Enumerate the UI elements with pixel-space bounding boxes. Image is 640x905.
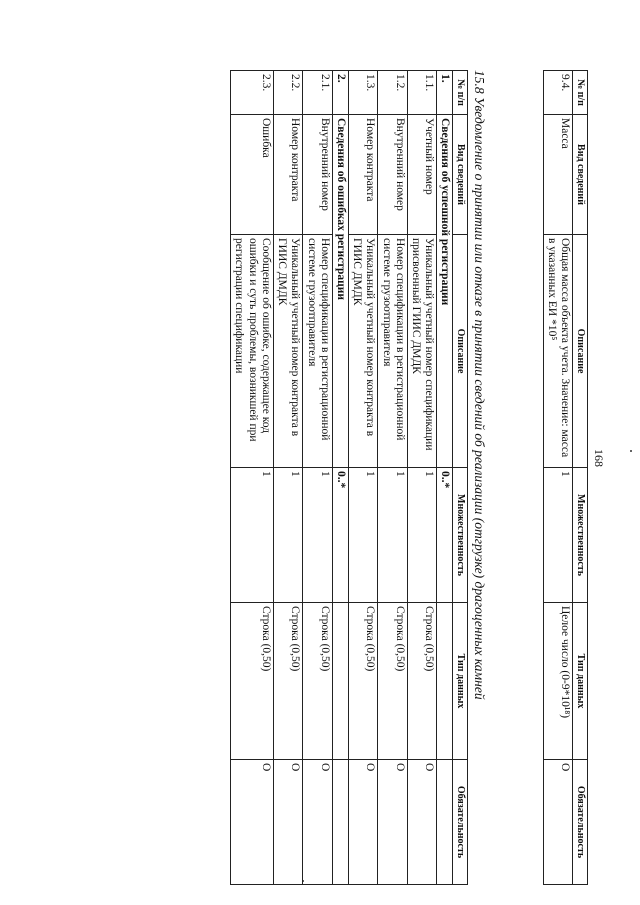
table-header-row: [453, 71, 468, 885]
table-body: [231, 71, 453, 885]
table-cell: 0..*: [437, 468, 453, 603]
table-cell: Уникальный учетный номер контракта в ГИИС ДМДК: [273, 235, 302, 468]
header-cell: Вид сведений: [573, 115, 588, 235]
table-caption: 15.8 Уведомление о принятии или отказе в принятии сведений об реализации (отгрузке) драгоценных камней: [472, 70, 487, 700]
table-notification: [230, 70, 468, 885]
table-row: [378, 71, 407, 885]
header-cell: Обязательность: [573, 760, 588, 885]
table-cell: Сообщение об ошибке, содержащее код ошибки и суть проблемы, возникшей при регистрации спецификации: [231, 235, 274, 468]
table-cell: Строка (0,50): [303, 603, 332, 760]
table-cell: Строка (0,50): [407, 603, 436, 760]
table-row: [348, 71, 377, 885]
table-cell: Учетный номер: [407, 115, 436, 235]
table-cell: [437, 603, 453, 760]
section-row: [332, 71, 348, 885]
table-cell: 1: [303, 468, 332, 603]
table-cell: Общая масса объекта учета. Значение: масса в указанных ЕИ *10⁵: [544, 235, 573, 468]
header-cell: № п/п: [573, 71, 588, 115]
table-cell: 2.: [332, 71, 348, 115]
table-cell: О: [273, 760, 302, 885]
table-cell: 1: [544, 468, 573, 603]
table-cell: Строка (0,50): [378, 603, 407, 760]
table-cell: [437, 760, 453, 885]
table-cell: 2.2.: [273, 71, 302, 115]
section-row: [437, 71, 453, 885]
table-row: [544, 71, 573, 885]
table-cell: Строка (0,50): [348, 603, 377, 760]
header-cell: Вид сведений: [453, 115, 468, 235]
header-cell: Множественность: [453, 468, 468, 603]
table-cell: Строка (0,50): [231, 603, 274, 760]
table-cell: О: [544, 760, 573, 885]
header-cell: Тип данных: [573, 603, 588, 760]
table-row: [273, 71, 302, 885]
header-cell: Множественность: [573, 468, 588, 603]
table-cell: О: [348, 760, 377, 885]
table-cell: 1.3.: [348, 71, 377, 115]
table-cell: Внутренний номер: [378, 115, 407, 235]
table-cell: Номер спецификации в регистрационной системе грузоотправителя: [378, 235, 407, 468]
table-cell: 1: [378, 468, 407, 603]
section-title: Сведения об успешной регистрации: [437, 115, 453, 468]
header-cell: Описание: [453, 235, 468, 468]
table-cell: 1: [407, 468, 436, 603]
table-cell: 1.1.: [407, 71, 436, 115]
table-cell: Внутренний номер: [303, 115, 332, 235]
table-header-row: [573, 71, 588, 885]
table-cell: Уникальный учетный номер спецификации присвоенный ГИИС ДМДК: [407, 235, 436, 468]
header-cell: № п/п: [453, 71, 468, 115]
table-cell: О: [378, 760, 407, 885]
table-cell: Ошибка: [231, 115, 274, 235]
header-cell: Тип данных: [453, 603, 468, 760]
table-mass: [543, 70, 588, 885]
header-cell: Обязательность: [453, 760, 468, 885]
table-cell: О: [303, 760, 332, 885]
table-cell: 1.2.: [378, 71, 407, 115]
page-number: 168: [592, 449, 606, 467]
section-title: Сведения об ошибках регистрации: [332, 115, 348, 468]
table-row: [231, 71, 274, 885]
table-cell: О: [231, 760, 274, 885]
table-cell: 1: [231, 468, 274, 603]
table-cell: Масса: [544, 115, 573, 235]
table-cell: Уникальный учетный номер контракта в ГИИС ДМДК: [348, 235, 377, 468]
table-cell: Целое число (0-9*10¹⁸): [544, 603, 573, 760]
table-row: [303, 71, 332, 885]
scan-speck: [630, 450, 632, 452]
table-cell: 1.: [437, 71, 453, 115]
header-cell: Описание: [573, 235, 588, 468]
table-cell: [332, 603, 348, 760]
table-cell: О: [407, 760, 436, 885]
table-cell: 1: [348, 468, 377, 603]
table-cell: 2.1.: [303, 71, 332, 115]
table-cell: Номер контракта: [348, 115, 377, 235]
table-cell: Номер спецификации в регистрационной системе грузоотправителя: [303, 235, 332, 468]
table-cell: 1: [273, 468, 302, 603]
table-cell: 2.3.: [231, 71, 274, 115]
table-cell: Строка (0,50): [273, 603, 302, 760]
table-cell: 9.4.: [544, 71, 573, 115]
table-cell: Номер контракта: [273, 115, 302, 235]
table-cell: [332, 760, 348, 885]
table-cell: 0..*: [332, 468, 348, 603]
table-row: [407, 71, 436, 885]
